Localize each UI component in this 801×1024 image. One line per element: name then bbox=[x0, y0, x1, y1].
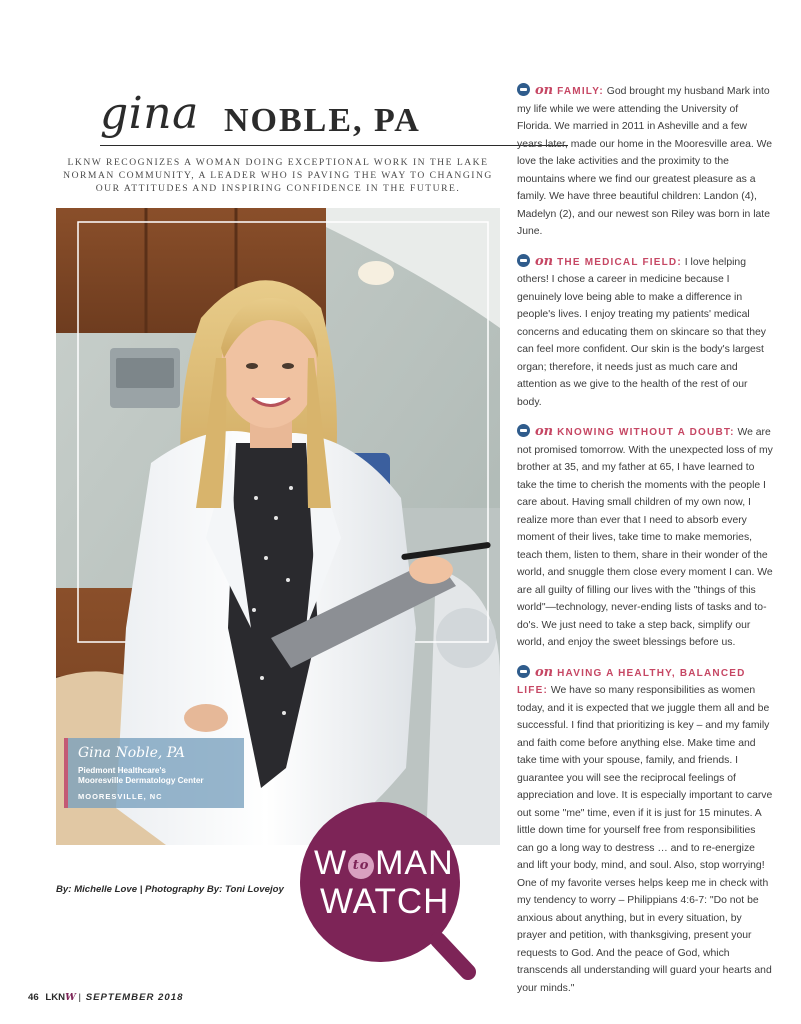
footer-separator: | bbox=[78, 992, 82, 1003]
title-first-name: gina bbox=[100, 88, 199, 139]
section-on: on bbox=[535, 83, 554, 98]
section-healthy-balanced-life bbox=[517, 664, 773, 998]
badge-watch: WATCH bbox=[320, 882, 450, 921]
page-number: 46 bbox=[28, 992, 39, 1003]
magazine-logo bbox=[45, 992, 76, 1003]
article-column bbox=[517, 82, 773, 1009]
section-body: I love helping others! I chose a career in medicine because I genuinely love being able to make a difference in people's lives. I enjoy treating my patients' medical concerns and educating them on skincare so that they can feel more confident. Our skin is the body's largest organ; therefore, it needs just as much care and attention as we give to the health of the rest of our body. bbox=[517, 256, 766, 408]
section-heading: HAVING A HEALTHY, BALANCED LIFE: bbox=[517, 667, 746, 696]
logo-text: LKN bbox=[45, 992, 66, 1003]
badge-man: MAN bbox=[375, 844, 454, 882]
section-body: We have so many responsibilities as women today, and it is expected that we juggle them all and be successful. I find that prioritizing is key – and my family and faith come before anything else. Make time and take time with your spouse, family, and friends. I guarantee you will see the reciprocal feelings of appreciation and love. It is especially important to carve out some "me" time, even if it is just for 15 minutes. A little down time for yourself free from responsibilities can go a long way to destress … and to re-energize and lift your body, mind, and soul. Also, stop worrying! One of my favorite verses helps keep me in check with my tendency to worry – Philippians 4:6-7: "Do not be anxious about anything, but in every situation, by prayer and petition, with thanksgiving, present your requests to God. And the peace of God, which transcends all understanding will guard your hearts and your minds." bbox=[517, 685, 773, 994]
badge-w: W bbox=[314, 844, 348, 882]
title-underline bbox=[100, 145, 568, 146]
section-family bbox=[517, 82, 773, 241]
article-title bbox=[100, 88, 480, 148]
arrow-circle-icon bbox=[517, 665, 530, 678]
photo-caption bbox=[64, 738, 244, 808]
byline: By: Michelle Love | Photography By: Toni Lovejoy bbox=[56, 884, 284, 895]
section-on: on bbox=[535, 253, 554, 269]
caption-location: MOORESVILLE, NC bbox=[78, 792, 163, 801]
badge-to: to bbox=[348, 853, 374, 879]
arrow-circle-icon bbox=[517, 83, 530, 96]
woman-to-watch-badge bbox=[298, 800, 478, 980]
section-knowing-without-a-doubt bbox=[517, 423, 773, 652]
section-medical-field bbox=[517, 253, 773, 412]
section-heading: KNOWING WITHOUT A DOUBT: bbox=[557, 427, 735, 438]
arrow-circle-icon bbox=[517, 424, 530, 437]
section-body: We are not promised tomorrow. With the unexpected loss of my brother at 35, and my father at 65, I have learned to take the time to cherish the moments with the people I care about. Having small children of my own now, I realize more than ever that I need to absorb every moment of their lives, take time to make memories, teach them, listen to them, share in their wonder of the world, and snuggle them close every moment I can. We are all guilty of filling our lives with the "things of this world"—technology, never-ending lists of tasks and to-do's. We just need to take a step back, simplify our world, and enjoy the sweet blessings before us. bbox=[517, 427, 773, 648]
page-footer bbox=[28, 992, 183, 1003]
caption-name: Gina Noble, PA bbox=[78, 745, 186, 761]
section-body: God brought my husband Mark into my life while we were attending the University of Florida. We married in 2011 in Asheville and a few years later, made our home in the Mooresville area. We love the lake activities and the proximity to the mountains where we find our greatest pleasure as a family. We have three beautiful children: Landon (4), Madelyn (2), and our newest son Riley was born in late June. bbox=[517, 86, 773, 237]
arrow-circle-icon bbox=[517, 254, 530, 267]
intro-text: LKNW RECOGNIZES A WOMAN DOING EXCEPTIONAL WORK IN THE LAKE NORMAN COMMUNITY, A LEADER WHO IS PAVING THE WAY TO CHANGING OUR ATTITUDES AND INSPIRING CONFIDENCE IN THE FUTURE. bbox=[63, 157, 493, 194]
section-on: on bbox=[535, 664, 554, 680]
title-last-name: NOBLE, PA bbox=[224, 102, 421, 139]
issue-date: SEPTEMBER 2018 bbox=[85, 992, 184, 1003]
section-heading: FAMILY: bbox=[557, 86, 604, 97]
caption-org-line1: Piedmont Healthcare's bbox=[78, 766, 166, 775]
logo-w: W bbox=[65, 992, 76, 1003]
badge-woman bbox=[314, 844, 454, 883]
section-heading: THE MEDICAL FIELD: bbox=[557, 256, 682, 268]
section-on: on bbox=[535, 424, 554, 439]
caption-org-line2: Mooresville Dermatology Center bbox=[78, 776, 204, 785]
